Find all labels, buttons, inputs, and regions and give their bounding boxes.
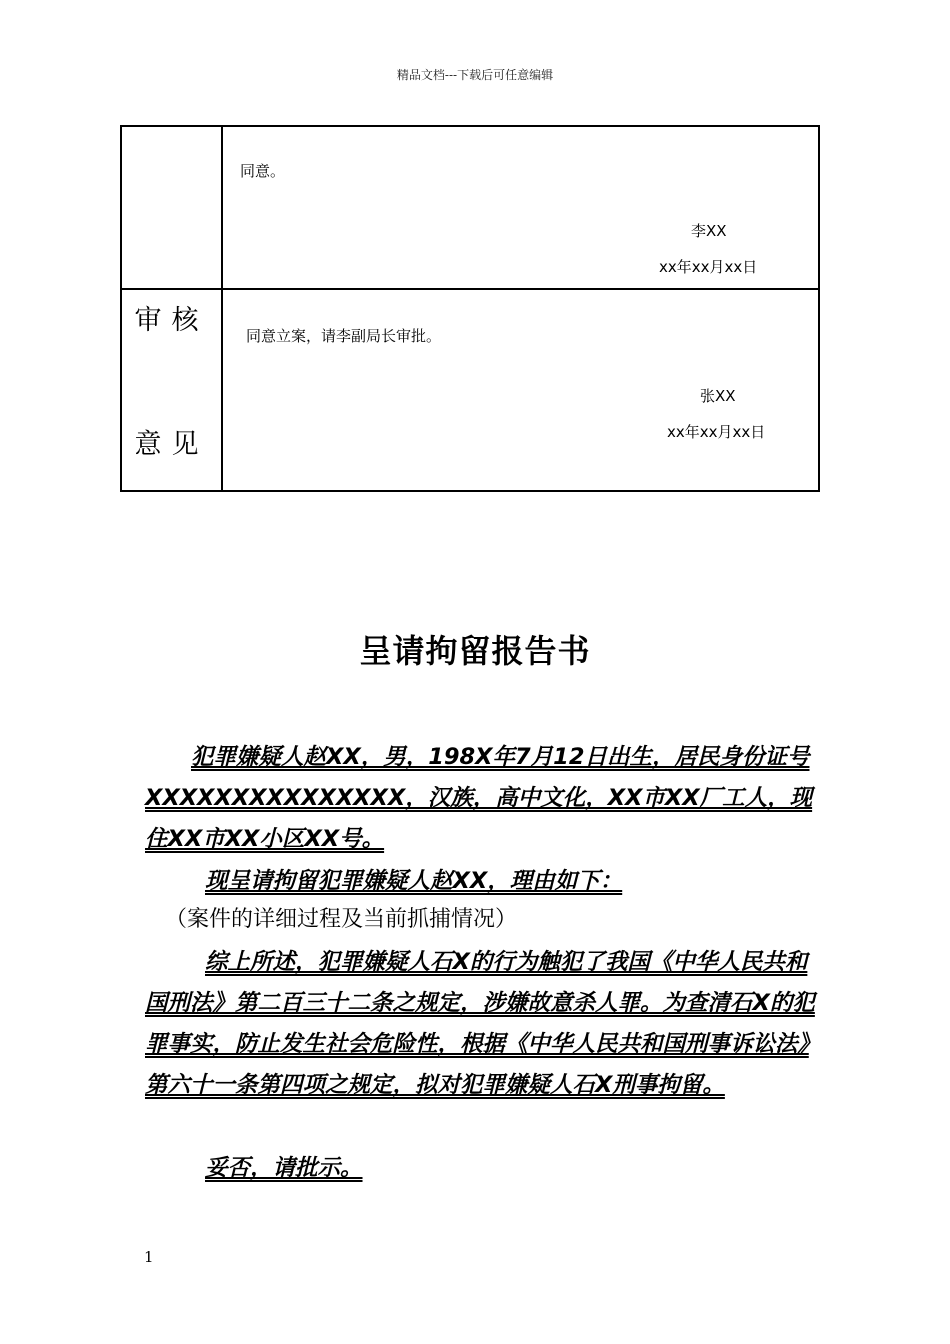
label-cell-empty (121, 126, 222, 289)
paragraph-request (145, 861, 815, 902)
document-title: 呈请拘留报告书 (359, 632, 591, 670)
label-review: 审核 (134, 305, 209, 336)
opinion-text: 同意立案，请李副局长审批。 (246, 327, 442, 345)
signer-name: 张XX (700, 387, 736, 405)
sign-date: xx年xx月xx日 (667, 423, 766, 441)
page-header: 精品文档---下载后可任意编辑 (396, 68, 554, 82)
paragraph-case-placeholder: （案件的详细过程及当前抓捕情况） (165, 907, 518, 932)
paragraph-closing (145, 1148, 815, 1189)
opinion-cell (222, 126, 819, 289)
approval-table (120, 125, 820, 492)
paragraph-conclusion (145, 942, 815, 1106)
paragraph-text: 犯罪嫌疑人赵XX，男，198X年7月12日出生，居民身份证号XXXXXXXXXXXXXXX，汉族，高中文化，XX市XX厂工人，现住XX市XX小区XX号。 (145, 744, 813, 852)
signer-name: 李XX (691, 222, 727, 240)
paragraph-text: 现呈请拘留犯罪嫌疑人赵XX，理由如下： (205, 868, 623, 894)
sign-date: xx年xx月xx日 (659, 258, 758, 276)
label-opinion: 意见 (134, 429, 209, 460)
paragraph-text: 妥否，请批示。 (205, 1155, 363, 1181)
opinion-text: 同意。 (240, 162, 286, 180)
table-row (121, 126, 819, 289)
paragraph-suspect-info (145, 737, 815, 860)
page-number: 1 (144, 1248, 154, 1266)
table-row (121, 289, 819, 491)
opinion-cell (222, 289, 819, 491)
label-cell (121, 289, 222, 491)
paragraph-text: 综上所述，犯罪嫌疑人石X的行为触犯了我国《中华人民共和国刑法》第二百三十二条之规定，涉嫌故意杀人罪。为查清石X的犯罪事实，防止发生社会危险性，根据《中华人民共和国刑事诉讼法》第六十一条第四项之规定，拟对犯罪嫌疑人石X刑事拘留。 (145, 949, 815, 1098)
